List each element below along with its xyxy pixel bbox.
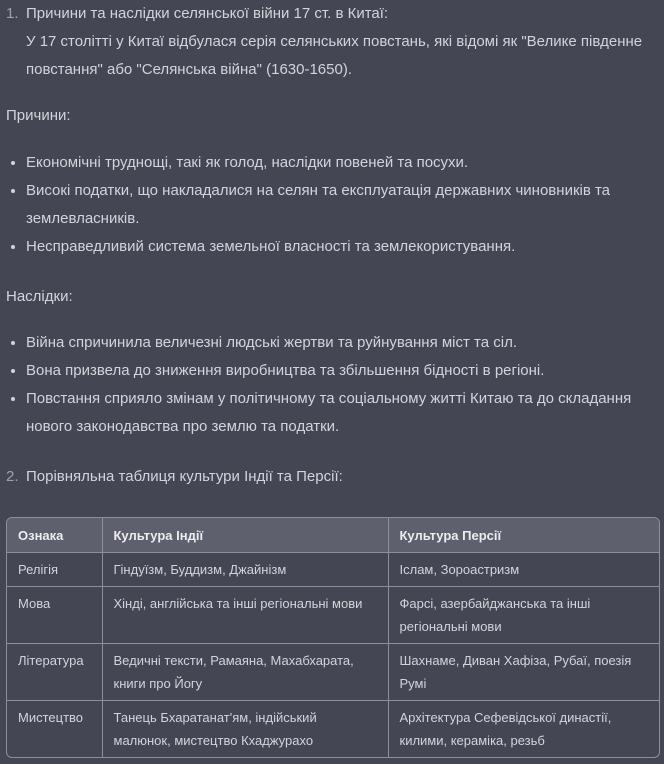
list-item: Несправедливий система земельної власності та землекористування. (6, 233, 648, 261)
table-cell: Архітектура Сефевідської династії, килими, кераміка, резьб (388, 701, 659, 758)
list-item: Високі податки, що накладалися на селян та експлуатація державних чиновників та землевласників. (6, 177, 648, 233)
item-title: Причини та наслідки селянської війни 17 ст. в Китаї: (26, 5, 389, 22)
consequences-list (6, 329, 648, 441)
list-item-2 (6, 463, 656, 491)
table-cell: Гіндуїзм, Буддизм, Джайнізм (102, 553, 388, 587)
table-cell: Іслам, Зороастризм (388, 553, 659, 587)
column-header: Культура Індії (102, 518, 388, 553)
list-item-1 (6, 0, 656, 84)
item-intro: У 17 столітті у Китаї відбулася серія селянських повстань, які відомі як "Велике південне повстання" або "Селянська війна" (1630-1650). (26, 33, 643, 78)
causes-heading: Причини: (6, 107, 71, 124)
column-header: Ознака (7, 518, 102, 553)
table-cell: Мистецтво (7, 701, 102, 758)
column-header: Культура Персії (388, 518, 659, 553)
table-header-row (7, 518, 659, 553)
table-row (7, 644, 659, 701)
list-number: 1. (6, 5, 19, 22)
comparison-table (6, 517, 660, 758)
causes-list (6, 149, 648, 261)
table-row (7, 553, 659, 587)
table-cell: Шахнаме, Диван Хафіза, Рубаї, поезія Румі (388, 644, 659, 701)
table-cell: Фарсі, азербайджанська та інші регіональні мови (388, 587, 659, 644)
list-item: Вона призвела до зниження виробництва та збільшення бідності в регіоні. (6, 357, 648, 385)
table-row (7, 587, 659, 644)
list-item: Економічні труднощі, такі як голод, наслідки повеней та посухи. (6, 149, 648, 177)
table-cell: Ведичні тексти, Рамаяна, Махабхарата, книги про Йогу (102, 644, 388, 701)
table-cell: Релігія (7, 553, 102, 587)
consequences-heading: Наслідки: (6, 288, 73, 305)
table-row (7, 701, 659, 758)
list-item: Війна спричинила величезні людські жертви та руйнування міст та сіл. (6, 329, 648, 357)
table-cell: Хінді, англійська та інші регіональні мови (102, 587, 388, 644)
table-cell: Література (7, 644, 102, 701)
item-title: Порівняльна таблиця культури Індії та Персії: (26, 468, 343, 485)
table-cell: Танець Бхаратанат'ям, індійський малюнок, мистецтво Кхаджурахо (102, 701, 388, 758)
table-cell: Мова (7, 587, 102, 644)
list-number: 2. (6, 468, 19, 485)
list-item: Повстання сприяло змінам у політичному та соціальному житті Китаю та до складання нового законодавства про землю та податки. (6, 385, 648, 441)
